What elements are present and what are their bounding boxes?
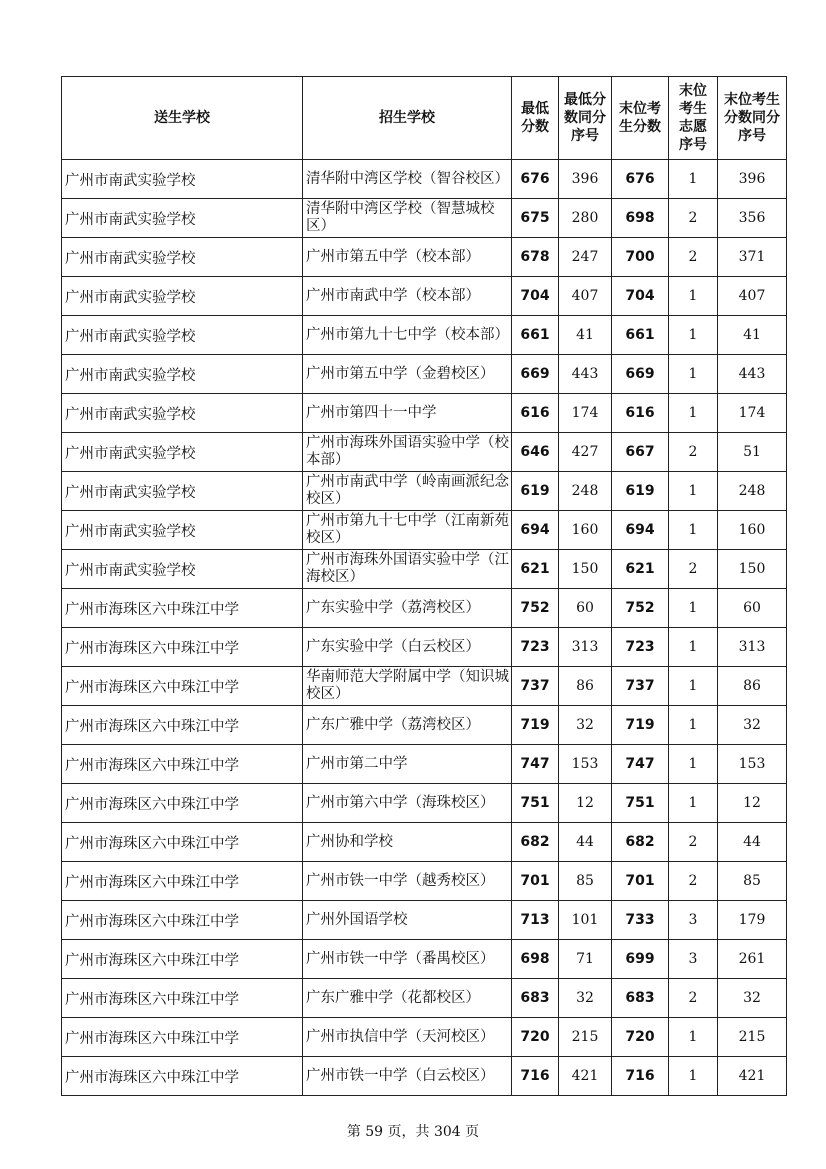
cell-min-rank: 86	[559, 667, 612, 706]
cell-min-score: 720	[512, 1018, 559, 1057]
cell-last-rank: 153	[718, 745, 787, 784]
cell-min-score: 678	[512, 238, 559, 277]
cell-last-pref: 2	[669, 979, 718, 1018]
table-row	[62, 472, 787, 511]
cell-min-score: 619	[512, 472, 559, 511]
cell-min-rank: 443	[559, 355, 612, 394]
cell-last-rank: 261	[718, 940, 787, 979]
cell-recruit-school: 清华附中湾区学校（智谷校区）	[303, 160, 512, 199]
cell-recruit-school: 广州市铁一中学（白云校区）	[303, 1057, 512, 1096]
cell-last-pref: 1	[669, 1057, 718, 1096]
table-row	[62, 394, 787, 433]
cell-last-score: 698	[612, 199, 669, 238]
cell-recruit-school: 广东实验中学（白云校区）	[303, 628, 512, 667]
cell-min-score: 704	[512, 277, 559, 316]
cell-last-pref: 1	[669, 589, 718, 628]
cell-last-score: 752	[612, 589, 669, 628]
cell-send-school: 广州市南武实验学校	[62, 199, 303, 238]
cell-recruit-school: 广州市海珠外国语实验中学（校本部）	[303, 433, 512, 472]
cell-last-score: 683	[612, 979, 669, 1018]
cell-recruit-school: 广州协和学校	[303, 823, 512, 862]
cell-min-rank: 150	[559, 550, 612, 589]
cell-send-school: 广州市南武实验学校	[62, 433, 303, 472]
cell-recruit-school: 广州市第二中学	[303, 745, 512, 784]
table-row	[62, 667, 787, 706]
cell-last-score: 682	[612, 823, 669, 862]
cell-last-pref: 1	[669, 667, 718, 706]
table-row	[62, 277, 787, 316]
cell-last-score: 699	[612, 940, 669, 979]
cell-min-score: 661	[512, 316, 559, 355]
page-footer: 第 59 页，共 304 页	[346, 1124, 480, 1140]
cell-send-school: 广州市海珠区六中珠江中学	[62, 706, 303, 745]
table-header-row	[62, 77, 787, 160]
cell-last-rank: 371	[718, 238, 787, 277]
cell-send-school: 广州市南武实验学校	[62, 472, 303, 511]
cell-recruit-school: 广州市第九十七中学（校本部）	[303, 316, 512, 355]
cell-last-rank: 41	[718, 316, 787, 355]
table-row	[62, 199, 787, 238]
cell-recruit-school: 广州市铁一中学（越秀校区）	[303, 862, 512, 901]
table-row	[62, 979, 787, 1018]
cell-min-rank: 60	[559, 589, 612, 628]
cell-last-pref: 2	[669, 862, 718, 901]
cell-min-rank: 248	[559, 472, 612, 511]
cell-min-rank: 396	[559, 160, 612, 199]
header-min-score: 最低 分数	[512, 77, 559, 160]
cell-min-score: 752	[512, 589, 559, 628]
cell-last-pref: 1	[669, 160, 718, 199]
cell-min-rank: 101	[559, 901, 612, 940]
cell-last-pref: 1	[669, 394, 718, 433]
cell-last-score: 676	[612, 160, 669, 199]
cell-last-rank: 86	[718, 667, 787, 706]
cell-last-pref: 2	[669, 238, 718, 277]
table-row	[62, 511, 787, 550]
cell-send-school: 广州市海珠区六中珠江中学	[62, 628, 303, 667]
table-row	[62, 745, 787, 784]
cell-min-score: 747	[512, 745, 559, 784]
cell-last-score: 719	[612, 706, 669, 745]
cell-send-school: 广州市海珠区六中珠江中学	[62, 862, 303, 901]
table-row	[62, 940, 787, 979]
cell-last-rank: 215	[718, 1018, 787, 1057]
cell-min-score: 719	[512, 706, 559, 745]
table-row	[62, 589, 787, 628]
cell-send-school: 广州市南武实验学校	[62, 160, 303, 199]
cell-last-pref: 3	[669, 901, 718, 940]
cell-min-rank: 41	[559, 316, 612, 355]
cell-min-rank: 160	[559, 511, 612, 550]
table-row	[62, 433, 787, 472]
cell-last-rank: 396	[718, 160, 787, 199]
cell-recruit-school: 广东广雅中学（花都校区）	[303, 979, 512, 1018]
cell-last-pref: 2	[669, 433, 718, 472]
header-min-rank: 最低分 数同分 序号	[559, 77, 612, 160]
table-row	[62, 550, 787, 589]
table-row	[62, 823, 787, 862]
cell-min-rank: 12	[559, 784, 612, 823]
cell-recruit-school: 广州市南武中学（校本部）	[303, 277, 512, 316]
cell-send-school: 广州市海珠区六中珠江中学	[62, 823, 303, 862]
cell-last-score: 716	[612, 1057, 669, 1096]
cell-send-school: 广州市南武实验学校	[62, 511, 303, 550]
table-row	[62, 901, 787, 940]
cell-last-rank: 51	[718, 433, 787, 472]
cell-send-school: 广州市南武实验学校	[62, 316, 303, 355]
cell-recruit-school: 广州市海珠外国语实验中学（江海校区）	[303, 550, 512, 589]
cell-min-rank: 71	[559, 940, 612, 979]
cell-last-pref: 1	[669, 784, 718, 823]
cell-min-score: 701	[512, 862, 559, 901]
cell-send-school: 广州市海珠区六中珠江中学	[62, 745, 303, 784]
cell-last-rank: 174	[718, 394, 787, 433]
cell-min-score: 669	[512, 355, 559, 394]
cell-last-pref: 3	[669, 940, 718, 979]
cell-last-pref: 1	[669, 472, 718, 511]
cell-min-rank: 174	[559, 394, 612, 433]
cell-last-rank: 160	[718, 511, 787, 550]
cell-last-rank: 443	[718, 355, 787, 394]
cell-recruit-school: 广州市南武中学（岭南画派纪念校区）	[303, 472, 512, 511]
cell-min-rank: 280	[559, 199, 612, 238]
cell-last-pref: 1	[669, 316, 718, 355]
cell-min-rank: 421	[559, 1057, 612, 1096]
table-row	[62, 1057, 787, 1096]
header-last-score: 末位考 生分数	[612, 77, 669, 160]
cell-min-score: 676	[512, 160, 559, 199]
cell-recruit-school: 华南师范大学附属中学（知识城校区）	[303, 667, 512, 706]
table-row	[62, 628, 787, 667]
cell-last-pref: 2	[669, 550, 718, 589]
cell-last-score: 621	[612, 550, 669, 589]
cell-last-score: 667	[612, 433, 669, 472]
table-row	[62, 316, 787, 355]
cell-last-pref: 2	[669, 199, 718, 238]
cell-send-school: 广州市海珠区六中珠江中学	[62, 1057, 303, 1096]
cell-last-pref: 1	[669, 1018, 718, 1057]
cell-last-pref: 1	[669, 745, 718, 784]
table-row	[62, 1018, 787, 1057]
cell-last-score: 669	[612, 355, 669, 394]
cell-last-rank: 248	[718, 472, 787, 511]
cell-send-school: 广州市南武实验学校	[62, 394, 303, 433]
cell-send-school: 广州市海珠区六中珠江中学	[62, 940, 303, 979]
cell-send-school: 广州市海珠区六中珠江中学	[62, 667, 303, 706]
cell-recruit-school: 广州市第五中学（金碧校区）	[303, 355, 512, 394]
cell-last-pref: 1	[669, 706, 718, 745]
cell-min-score: 723	[512, 628, 559, 667]
cell-min-rank: 407	[559, 277, 612, 316]
cell-last-rank: 356	[718, 199, 787, 238]
cell-recruit-school: 广州市执信中学（天河校区）	[303, 1018, 512, 1057]
cell-last-rank: 60	[718, 589, 787, 628]
cell-min-score: 675	[512, 199, 559, 238]
cell-last-rank: 32	[718, 979, 787, 1018]
cell-send-school: 广州市南武实验学校	[62, 238, 303, 277]
cell-last-score: 704	[612, 277, 669, 316]
cell-min-rank: 32	[559, 979, 612, 1018]
cell-recruit-school: 广州市第九十七中学（江南新苑校区）	[303, 511, 512, 550]
cell-min-rank: 427	[559, 433, 612, 472]
header-recruit-school: 招生学校	[303, 77, 512, 160]
admission-score-table	[61, 76, 787, 1096]
table-row	[62, 160, 787, 199]
cell-min-rank: 32	[559, 706, 612, 745]
cell-min-score: 716	[512, 1057, 559, 1096]
cell-last-score: 733	[612, 901, 669, 940]
cell-last-rank: 32	[718, 706, 787, 745]
cell-last-score: 694	[612, 511, 669, 550]
cell-last-score: 701	[612, 862, 669, 901]
cell-last-rank: 313	[718, 628, 787, 667]
cell-min-rank: 215	[559, 1018, 612, 1057]
cell-min-score: 683	[512, 979, 559, 1018]
cell-last-pref: 1	[669, 628, 718, 667]
cell-min-score: 694	[512, 511, 559, 550]
cell-min-score: 713	[512, 901, 559, 940]
cell-recruit-school: 广州市第四十一中学	[303, 394, 512, 433]
table-row	[62, 355, 787, 394]
table-body	[62, 160, 787, 1096]
cell-recruit-school: 清华附中湾区学校（智慧城校区）	[303, 199, 512, 238]
cell-recruit-school: 广州市铁一中学（番禺校区）	[303, 940, 512, 979]
header-last-pref: 末位 考生 志愿 序号	[669, 77, 718, 160]
cell-last-score: 723	[612, 628, 669, 667]
cell-recruit-school: 广州市第六中学（海珠校区）	[303, 784, 512, 823]
cell-min-score: 751	[512, 784, 559, 823]
cell-last-rank: 179	[718, 901, 787, 940]
cell-send-school: 广州市海珠区六中珠江中学	[62, 589, 303, 628]
cell-last-score: 737	[612, 667, 669, 706]
cell-last-score: 720	[612, 1018, 669, 1057]
cell-send-school: 广州市海珠区六中珠江中学	[62, 901, 303, 940]
cell-last-rank: 44	[718, 823, 787, 862]
cell-min-score: 737	[512, 667, 559, 706]
cell-min-rank: 85	[559, 862, 612, 901]
cell-last-score: 661	[612, 316, 669, 355]
cell-min-rank: 247	[559, 238, 612, 277]
cell-min-score: 698	[512, 940, 559, 979]
cell-send-school: 广州市海珠区六中珠江中学	[62, 979, 303, 1018]
cell-min-rank: 313	[559, 628, 612, 667]
cell-min-rank: 44	[559, 823, 612, 862]
cell-last-rank: 12	[718, 784, 787, 823]
cell-last-score: 747	[612, 745, 669, 784]
cell-last-rank: 85	[718, 862, 787, 901]
cell-send-school: 广州市海珠区六中珠江中学	[62, 784, 303, 823]
table-row	[62, 862, 787, 901]
cell-last-pref: 1	[669, 511, 718, 550]
cell-min-score: 646	[512, 433, 559, 472]
cell-recruit-school: 广东实验中学（荔湾校区）	[303, 589, 512, 628]
cell-last-pref: 1	[669, 355, 718, 394]
cell-recruit-school: 广州外国语学校	[303, 901, 512, 940]
cell-min-score: 682	[512, 823, 559, 862]
header-last-rank: 末位考生 分数同分 序号	[718, 77, 787, 160]
cell-last-rank: 421	[718, 1057, 787, 1096]
cell-last-pref: 1	[669, 277, 718, 316]
cell-send-school: 广州市海珠区六中珠江中学	[62, 1018, 303, 1057]
cell-send-school: 广州市南武实验学校	[62, 550, 303, 589]
header-send-school: 送生学校	[62, 77, 303, 160]
cell-min-score: 621	[512, 550, 559, 589]
cell-min-rank: 153	[559, 745, 612, 784]
table-row	[62, 784, 787, 823]
cell-last-score: 616	[612, 394, 669, 433]
table-row	[62, 238, 787, 277]
cell-last-score: 751	[612, 784, 669, 823]
cell-last-score: 619	[612, 472, 669, 511]
cell-last-score: 700	[612, 238, 669, 277]
cell-send-school: 广州市南武实验学校	[62, 277, 303, 316]
cell-send-school: 广州市南武实验学校	[62, 355, 303, 394]
cell-last-rank: 407	[718, 277, 787, 316]
table-row	[62, 706, 787, 745]
cell-last-rank: 150	[718, 550, 787, 589]
cell-recruit-school: 广州市第五中学（校本部）	[303, 238, 512, 277]
cell-recruit-school: 广东广雅中学（荔湾校区）	[303, 706, 512, 745]
cell-last-pref: 2	[669, 823, 718, 862]
cell-min-score: 616	[512, 394, 559, 433]
